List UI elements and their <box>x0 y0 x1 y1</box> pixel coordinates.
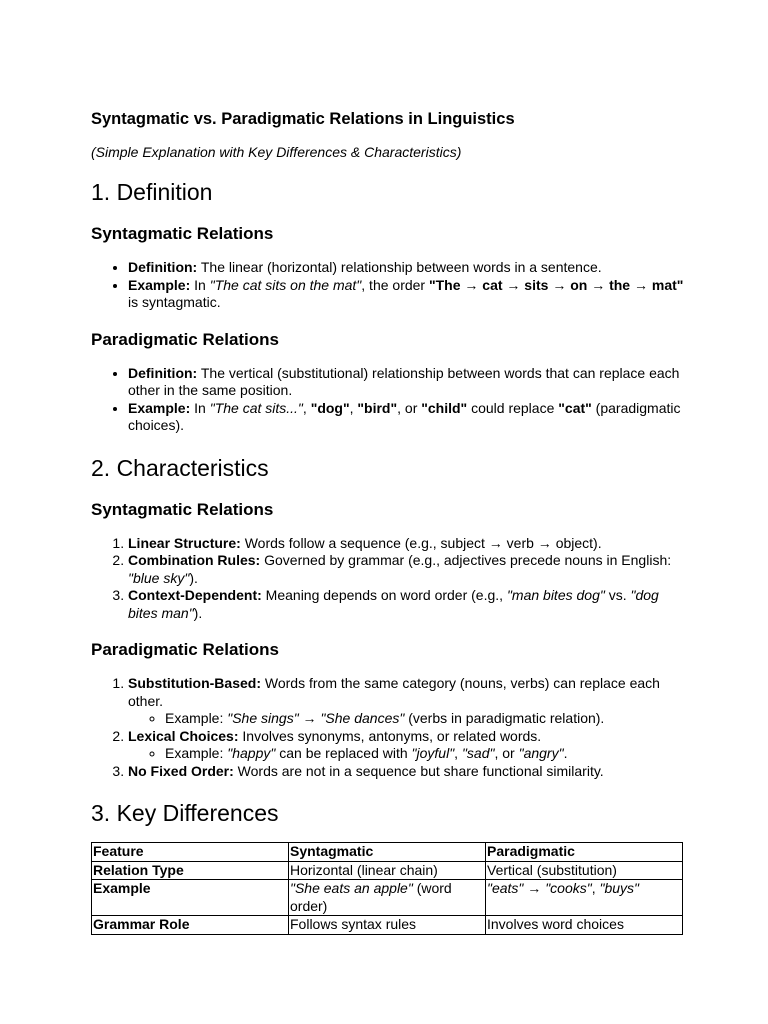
sub-list-item <box>165 710 691 728</box>
item-text: The linear (horizontal) relationship between words in a sentence. <box>197 259 602 275</box>
item-text: Governed by grammar (e.g., adjectives precede nouns in English: <box>260 552 672 568</box>
item-text: The vertical (substitutional) relationship between words that can replace each other in the same position. <box>128 364 680 398</box>
key-differences-table <box>91 842 683 935</box>
list-item <box>128 763 691 781</box>
quoted-example: "She sings" <box>227 710 299 726</box>
quoted-example: "She eats an apple" <box>290 880 413 896</box>
paradigmatic-definition-list <box>91 365 691 435</box>
item-label: Example: <box>128 399 191 416</box>
sub-list <box>128 710 691 728</box>
sub-list-item <box>165 745 691 763</box>
quoted-example: "sad" <box>461 745 495 761</box>
list-item <box>128 552 691 587</box>
list-item <box>128 400 691 435</box>
list-item <box>128 277 691 312</box>
table-header-cell: Feature <box>92 843 289 862</box>
item-label: Combination Rules: <box>128 552 261 568</box>
quoted-example: "eats" <box>487 880 524 896</box>
table-cell: Relation Type <box>92 861 289 880</box>
quoted-example: "angry" <box>518 745 564 761</box>
item-label: Definition: <box>128 259 198 275</box>
list-item <box>128 728 691 763</box>
section-heading-characteristics: 2. Characteristics <box>91 454 269 481</box>
quoted-example: "cooks" <box>545 880 592 896</box>
item-text: Words follow a sequence (e.g., subject → verb → object). <box>240 534 602 551</box>
item-text: Words are not in a sequence but share functional similarity. <box>233 762 604 779</box>
list-item <box>128 675 691 728</box>
sub-list <box>128 745 691 763</box>
bold-word: "dog" <box>310 399 350 416</box>
quoted-example: "She dances" <box>320 710 405 726</box>
section-heading-definition: 1. Definition <box>91 179 213 205</box>
item-text: . <box>563 745 568 761</box>
item-text: vs. <box>604 587 631 603</box>
list-item <box>128 259 691 277</box>
table-row <box>92 916 683 935</box>
table-header-row <box>92 843 683 862</box>
quoted-example: "The cat sits..." <box>209 399 303 416</box>
item-text: Words from the same category (nouns, verbs) can replace each other. <box>128 675 660 709</box>
item-text: could replace <box>467 399 559 416</box>
bold-sequence: "The → cat → sits → on → the → mat" <box>428 276 684 293</box>
list-item <box>128 365 691 400</box>
table-row <box>92 880 683 916</box>
quoted-example: "joyful" <box>411 745 455 761</box>
item-label: Definition: <box>128 364 198 381</box>
item-text: , or <box>397 399 422 416</box>
item-text: Involves synonyms, antonyms, or related words. <box>238 727 542 744</box>
item-label: Lexical Choices: <box>128 727 239 744</box>
subheading-syntagmatic-characteristics: Syntagmatic Relations <box>91 499 274 519</box>
subheading-syntagmatic-definition: Syntagmatic Relations <box>91 224 274 243</box>
item-label: No Fixed Order: <box>128 762 234 779</box>
item-text: In <box>190 399 210 416</box>
item-text: Example: <box>165 745 228 761</box>
table-cell <box>289 880 486 916</box>
subheading-paradigmatic-definition: Paradigmatic Relations <box>91 329 280 349</box>
item-text: → <box>298 710 321 726</box>
list-item <box>128 535 691 553</box>
table-row <box>92 861 683 880</box>
syntagmatic-definition-list <box>91 259 691 312</box>
item-label: Example: <box>128 276 191 293</box>
item-text: Example: <box>165 710 228 726</box>
item-text: Meaning depends on word order (e.g., <box>261 587 507 603</box>
item-label: Linear Structure: <box>128 534 241 551</box>
quoted-example: "The cat sits on the mat" <box>209 276 362 293</box>
quoted-example: "happy" <box>227 745 276 761</box>
table-cell <box>486 880 683 916</box>
item-text: , <box>349 399 358 416</box>
subheading-paradigmatic-characteristics: Paradigmatic Relations <box>91 640 280 659</box>
item-text: can be replaced with <box>275 745 412 761</box>
document-subtitle: (Simple Explanation with Key Differences & Characteristics) <box>91 144 462 160</box>
quoted-example: "dog bites man" <box>128 587 659 621</box>
table-cell: Vertical (substitution) <box>486 861 683 880</box>
table-cell: Example <box>92 880 289 916</box>
item-label: Context-Dependent: <box>128 587 262 603</box>
table-header-cell: Paradigmatic <box>486 843 683 862</box>
item-text: is syntagmatic. <box>128 294 221 310</box>
item-text: (verbs in paradigmatic relation). <box>404 710 605 726</box>
syntagmatic-characteristics-list <box>91 535 691 623</box>
document-page <box>91 108 691 935</box>
list-item <box>128 587 691 622</box>
bold-word: "child" <box>421 399 468 416</box>
cell-text: , <box>591 880 600 896</box>
cell-text: → <box>523 880 546 896</box>
table-cell: Horizontal (linear chain) <box>289 861 486 880</box>
item-label: Substitution-Based: <box>128 675 261 691</box>
item-text: (paradigmatic choices). <box>128 399 681 433</box>
quoted-example: "man bites dog" <box>506 587 605 603</box>
item-text: In <box>190 276 210 293</box>
table-header-cell: Syntagmatic <box>289 843 486 862</box>
item-text: , <box>302 399 311 416</box>
quoted-example: "buys" <box>599 880 639 896</box>
table-cell: Follows syntax rules <box>289 916 486 935</box>
section-heading-key-differences: 3. Key Differences <box>91 800 279 826</box>
quoted-example: "blue sky" <box>128 569 190 586</box>
table-cell: Grammar Role <box>92 916 289 935</box>
table-cell: Involves word choices <box>486 916 683 935</box>
bold-word: "bird" <box>357 399 398 416</box>
item-text: , the order <box>361 276 429 293</box>
item-text: , <box>454 745 462 761</box>
cell-text: (word order) <box>290 880 452 914</box>
item-text: ). <box>189 569 198 586</box>
paradigmatic-characteristics-list <box>91 675 691 780</box>
document-title: Syntagmatic vs. Paradigmatic Relations in Linguistics <box>91 110 515 128</box>
item-text: , or <box>494 745 519 761</box>
item-text: ). <box>193 604 203 621</box>
bold-word: "cat" <box>558 399 592 416</box>
